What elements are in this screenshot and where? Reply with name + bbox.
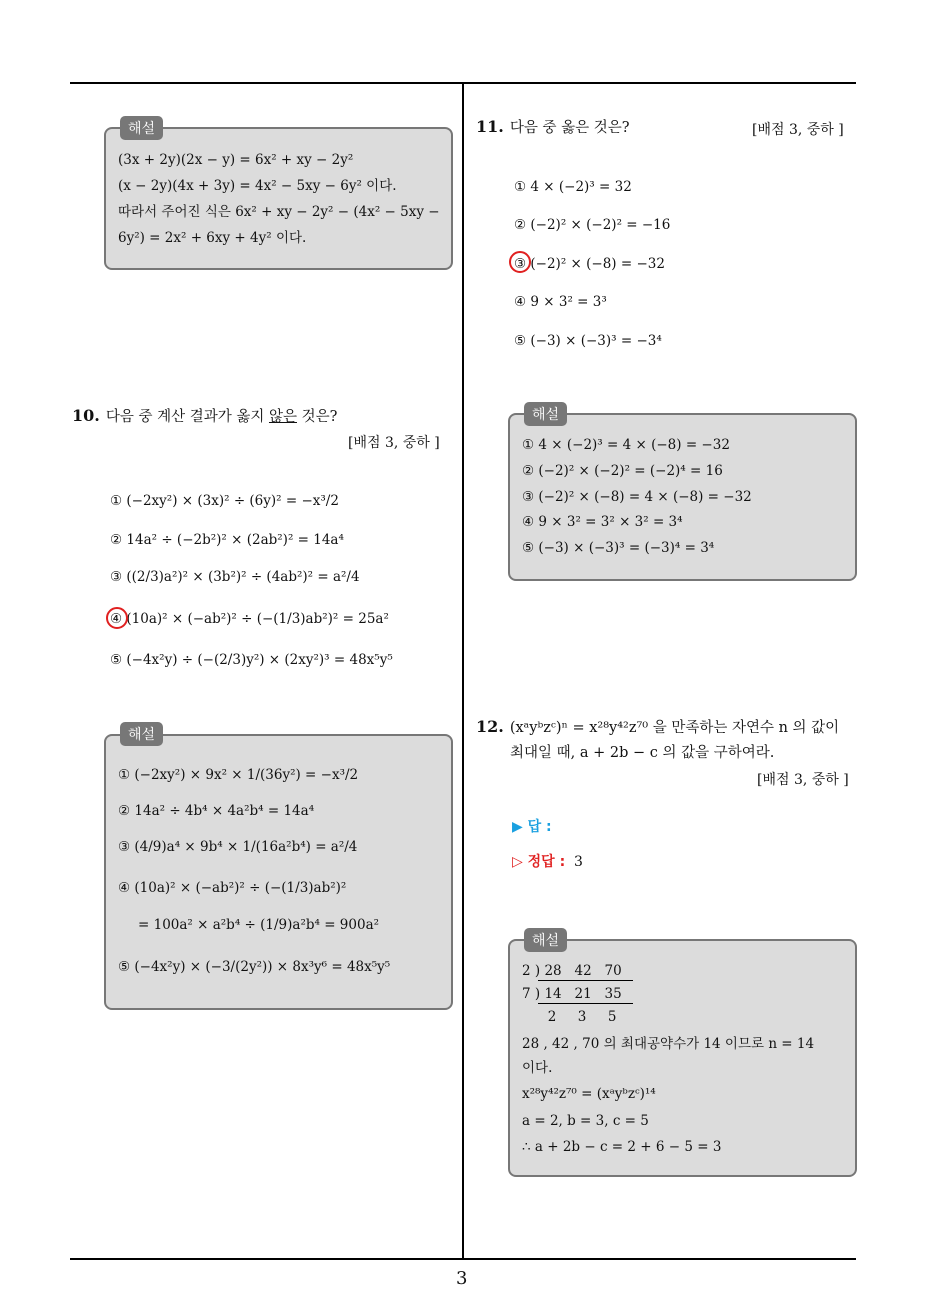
q11-choice-5[interactable]: ⑤ (−3) × (−3)³ = −3⁴ xyxy=(514,333,662,349)
q11-choice-3[interactable]: ③ (−2)² × (−8) = −32 xyxy=(514,256,665,272)
q12-correct-label-text: ▷ 정답 : xyxy=(512,854,566,870)
q10-choice-4[interactable]: ④ (10a)² × (−ab²)² ÷ (−(1/3)ab²)² = 25a² xyxy=(110,611,389,627)
q10-text-after: 것은? xyxy=(296,409,338,425)
q10-exp-line-2: ② 14a² ÷ 4b⁴ × 4a²b⁴ = 14a⁴ xyxy=(118,803,315,819)
q10-text-underlined: 않은 xyxy=(268,409,297,425)
q12-division-row-2: 7 ) 14 21 35 xyxy=(522,986,622,1002)
q9-exp-line-3: 따라서 주어진 식은 6x² + xy − 2y² − (4x² − 5xy − xyxy=(118,204,440,220)
q10-exp-line-4: ④ (10a)² × (−ab²)² ÷ (−(1/3)ab²)² xyxy=(118,880,347,896)
q10-exp-line-5: = 100a² × a²b⁴ ÷ (1/9)a²b⁴ = 900a² xyxy=(138,917,380,933)
q12-exp-line-2: 이다. xyxy=(522,1060,553,1076)
q12-explanation-tab: 해설 xyxy=(524,928,567,952)
q12-exp-line-3: x²⁸y⁴²z⁷⁰ = (xᵃyᵇzᶜ)¹⁴ xyxy=(522,1086,656,1102)
q10-choice-5[interactable]: ⑤ (−4x²y) ÷ (−(2/3)y²) × (2xy²)³ = 48x⁵y⁵ xyxy=(110,652,393,668)
q11-number: 11. xyxy=(476,117,504,136)
q12-division-line-1 xyxy=(538,980,633,981)
q10-exp-line-3: ③ (4/9)a⁴ × 9b⁴ × 1/(16a²b⁴) = a²/4 xyxy=(118,839,358,855)
q12-exp-line-5: ∴ a + 2b − c = 2 + 6 − 5 = 3 xyxy=(522,1139,722,1155)
q12-text-line-2: 최대일 때, a + 2b − c 의 값을 구하여라. xyxy=(510,745,775,761)
q12-correct-value: 3 xyxy=(574,854,583,870)
q9-explanation-tab: 해설 xyxy=(120,116,163,140)
q12-question xyxy=(476,717,839,738)
q10-question xyxy=(72,406,337,427)
q10-explanation-tab: 해설 xyxy=(120,722,163,746)
q11-exp-line-4: ④ 9 × 3² = 3² × 3² = 3⁴ xyxy=(522,514,683,530)
q10-meta: [배점 3, 중하 ] xyxy=(348,435,440,451)
q9-exp-line-4: 6y²) = 2x² + 6xy + 4y² 이다. xyxy=(118,230,307,246)
q11-choice-2[interactable]: ② (−2)² × (−2)² = −16 xyxy=(514,217,671,233)
q12-answer-label[interactable]: ▶ 답 : xyxy=(512,819,552,835)
column-divider xyxy=(462,82,464,1259)
q11-selected-mark-icon xyxy=(509,251,531,273)
q9-exp-line-2: (x − 2y)(4x + 3y) = 4x² − 5xy − 6y² 이다. xyxy=(118,178,397,194)
q12-exp-line-4: a = 2, b = 3, c = 5 xyxy=(522,1113,649,1129)
q10-selected-mark-icon xyxy=(106,607,128,629)
q11-text: 다음 중 옳은 것은? xyxy=(509,120,630,136)
q12-division-line-2 xyxy=(538,1003,633,1004)
q11-question xyxy=(476,117,630,138)
q10-exp-line-6: ⑤ (−4x²y) × (−3/(2y²)) × 8x³y⁶ = 48x⁵y⁵ xyxy=(118,959,391,975)
q10-choice-2[interactable]: ② 14a² ÷ (−2b²)² × (2ab²)² = 14a⁴ xyxy=(110,532,344,548)
q12-meta: [배점 3, 중하 ] xyxy=(757,772,849,788)
q11-meta: [배점 3, 중하 ] xyxy=(752,122,844,138)
q12-correct-label xyxy=(512,851,583,871)
q12-number: 12. xyxy=(476,717,504,736)
q12-text-line-1: (xᵃyᵇzᶜ)ⁿ = x²⁸y⁴²z⁷⁰ 을 만족하는 자연수 n 의 값이 xyxy=(509,720,840,736)
q12-exp-line-1: 28 , 42 , 70 의 최대공약수가 14 이므로 n = 14 xyxy=(522,1036,815,1052)
q11-exp-line-2: ② (−2)² × (−2)² = (−2)⁴ = 16 xyxy=(522,463,723,479)
bottom-rule xyxy=(70,1258,856,1260)
q11-exp-line-1: ① 4 × (−2)³ = 4 × (−8) = −32 xyxy=(522,437,730,453)
q12-division-row-1: 2 ) 28 42 70 xyxy=(522,963,622,979)
q10-choice-1[interactable]: ① (−2xy²) × (3x)² ÷ (6y)² = −x³/2 xyxy=(110,493,339,509)
q11-choice-4[interactable]: ④ 9 × 3² = 3³ xyxy=(514,294,607,310)
q9-exp-line-1: (3x + 2y)(2x − y) = 6x² + xy − 2y² xyxy=(118,152,354,168)
q9-explanation-box xyxy=(104,127,453,270)
page-number: 3 xyxy=(456,1268,468,1289)
q10-exp-line-1: ① (−2xy²) × 9x² × 1/(36y²) = −x³/2 xyxy=(118,767,359,783)
q12-division-row-3: 2 3 5 xyxy=(522,1009,617,1025)
q10-text-before: 다음 중 계산 결과가 옳지 xyxy=(105,409,269,425)
q11-exp-line-3: ③ (−2)² × (−8) = 4 × (−8) = −32 xyxy=(522,489,752,505)
q11-choice-1[interactable]: ① 4 × (−2)³ = 32 xyxy=(514,179,632,195)
q10-number: 10. xyxy=(72,406,100,425)
q11-explanation-tab: 해설 xyxy=(524,402,567,426)
q11-exp-line-5: ⑤ (−3) × (−3)³ = (−3)⁴ = 3⁴ xyxy=(522,540,715,556)
q10-choice-3[interactable]: ③ ((2/3)a²)² × (3b²)² ÷ (4ab²)² = a²/4 xyxy=(110,569,360,585)
